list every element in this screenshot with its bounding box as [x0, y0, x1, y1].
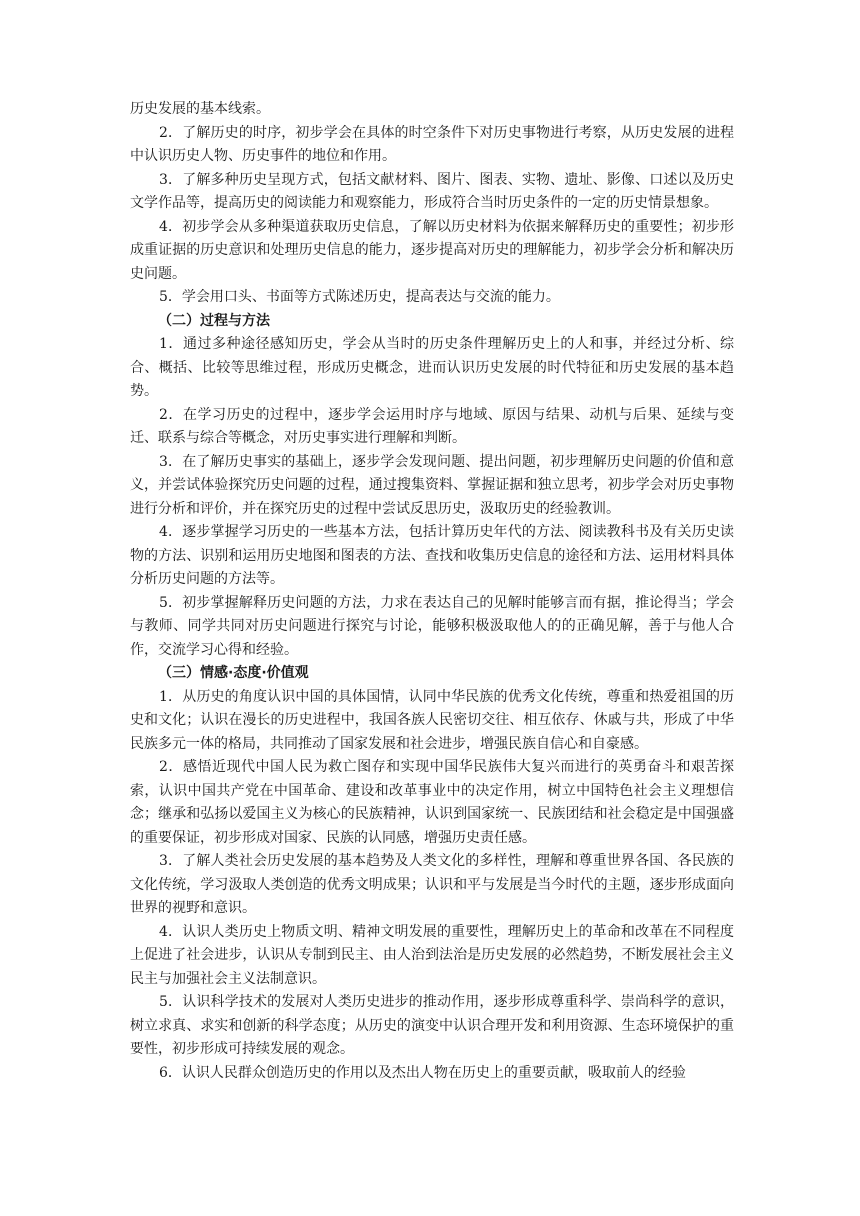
section2-item-1: 1．通过多种途径感知历史，学会从当时的历史条件理解历史上的人和事，并经过分析、综合、概括、比较等思维过程，形成历史概念，进而认识历史发展的时代特征和历史发展的基本趋势。: [130, 336, 734, 399]
section3-item-1: 1．从历史的角度认识中国的具体国情，认同中华民族的优秀文化传统，尊重和热爱祖国的历史和文化；认识在漫长的历史进程中，我国各族人民密切交往、相互依存、休戚与共，形成了中华民族多元一体的格局，共同推动了国家发展和社会进步，增强民族自信心和自豪感。: [130, 688, 734, 752]
section3-item-6: 6．认识人民群众创造历史的作用以及杰出人物在历史上的重要贡献，吸取前人的经验: [159, 1064, 686, 1081]
section1-item-5: 5．学会用口头、书面等方式陈述历史，提高表达与交流的能力。: [159, 289, 560, 305]
section2-item-3: 3．在了解历史事实的基础上，逐步学会发现问题、提出问题，初步理解历史问题的价值和意义，并尝试体验探究历史问题的过程，通过搜集资料、掌握证据和独立思考，初步学会对历史事物进行分析和评价，并在探究历史的过程中尝试反思历史，汲取历史的经验教训。: [130, 453, 734, 517]
document-body: [130, 98, 734, 1085]
intro-line: 历史发展的基本线索。: [130, 101, 270, 117]
section3-item-5: 5．认识科学技术的发展对人类历史进步的推动作用，逐步形成尊重科学、崇尚科学的意识，树立求真、求实和创新的科学态度；从历史的演变中认识合理开发和利用资源、生态环境保护的重要性，初步形成可持续发展的观念。: [130, 994, 734, 1057]
section3-item-4: 4．认识人类历史上物质文明、精神文明发展的重要性，理解历史上的革命和改革在不同程度上促进了社会进步，认识从专制到民主、由人治到法治是历史发展的必然趋势，不断发展社会主义民主与加强社会主义法制意识。: [130, 923, 734, 987]
section3-item-2: 2．感悟近现代中国人民为救亡图存和实现中国华民族伟大复兴而进行的英勇奋斗和艰苦探索，认识中国共产党在中国革命、建设和改革事业中的决定作用，树立中国特色社会主义理想信念；继承和弘扬以爱国主义为核心的民族精神，认识到国家统一、民族团结和社会稳定是中国强盛的重要保证，初步形成对国家、民族的认同感，增强历史责任感。: [130, 759, 734, 846]
section1-item-4: 4．初步学会从多种渠道获取历史信息，了解以历史材料为依据来解释历史的重要性；初步形成重证据的历史意识和处理历史信息的能力，逐步提高对历史的理解能力，初步学会分析和解决历史问题。: [130, 218, 734, 282]
section3-item-3: 3．了解人类社会历史发展的基本趋势及人类文化的多样性，理解和尊重世界各国、各民族的文化传统，学习汲取人类创造的优秀文明成果；认识和平与发展是当今时代的主题，逐步形成面向世界的视野和意识。: [130, 853, 734, 916]
section2-heading: （二）过程与方法: [158, 312, 270, 329]
section1-item-3: 3．了解多种历史呈现方式，包括文献材料、图片、图表、实物、遗址、影像、口述以及历史文学作品等，提高历史的阅读能力和观察能力，形成符合当时历史条件的一定的历史情景想象。: [130, 171, 734, 211]
section3-heading: （三）情感·态度·价值观: [158, 665, 309, 681]
section2-item-4: 4．逐步掌握学习历史的一些基本方法，包括计算历史年代的方法、阅读教科书及有关历史读物的方法、识别和运用历史地图和图表的方法、查找和收集历史信息的途径和方法、运用材料具体分析历史问题的方法等。: [130, 524, 734, 587]
section2-item-2: 2．在学习历史的过程中，逐步学会运用时序与地域、原因与结果、动机与后果、延续与变迁、联系与综合等概念，对历史事实进行理解和判断。: [130, 406, 734, 446]
section1-item-2: 2．了解历史的时序，初步学会在具体的时空条件下对历史事物进行考察，从历史发展的进程中认识历史人物、历史事件的地位和作用。: [130, 124, 734, 164]
section2-item-5: 5．初步掌握解释历史问题的方法，力求在表达自己的见解时能够言而有据，推论得当；学会与教师、同学共同对历史问题进行探究与讨论，能够积极汲取他人的的正确见解，善于与他人合作，交流学习心得和经验。: [130, 594, 734, 658]
